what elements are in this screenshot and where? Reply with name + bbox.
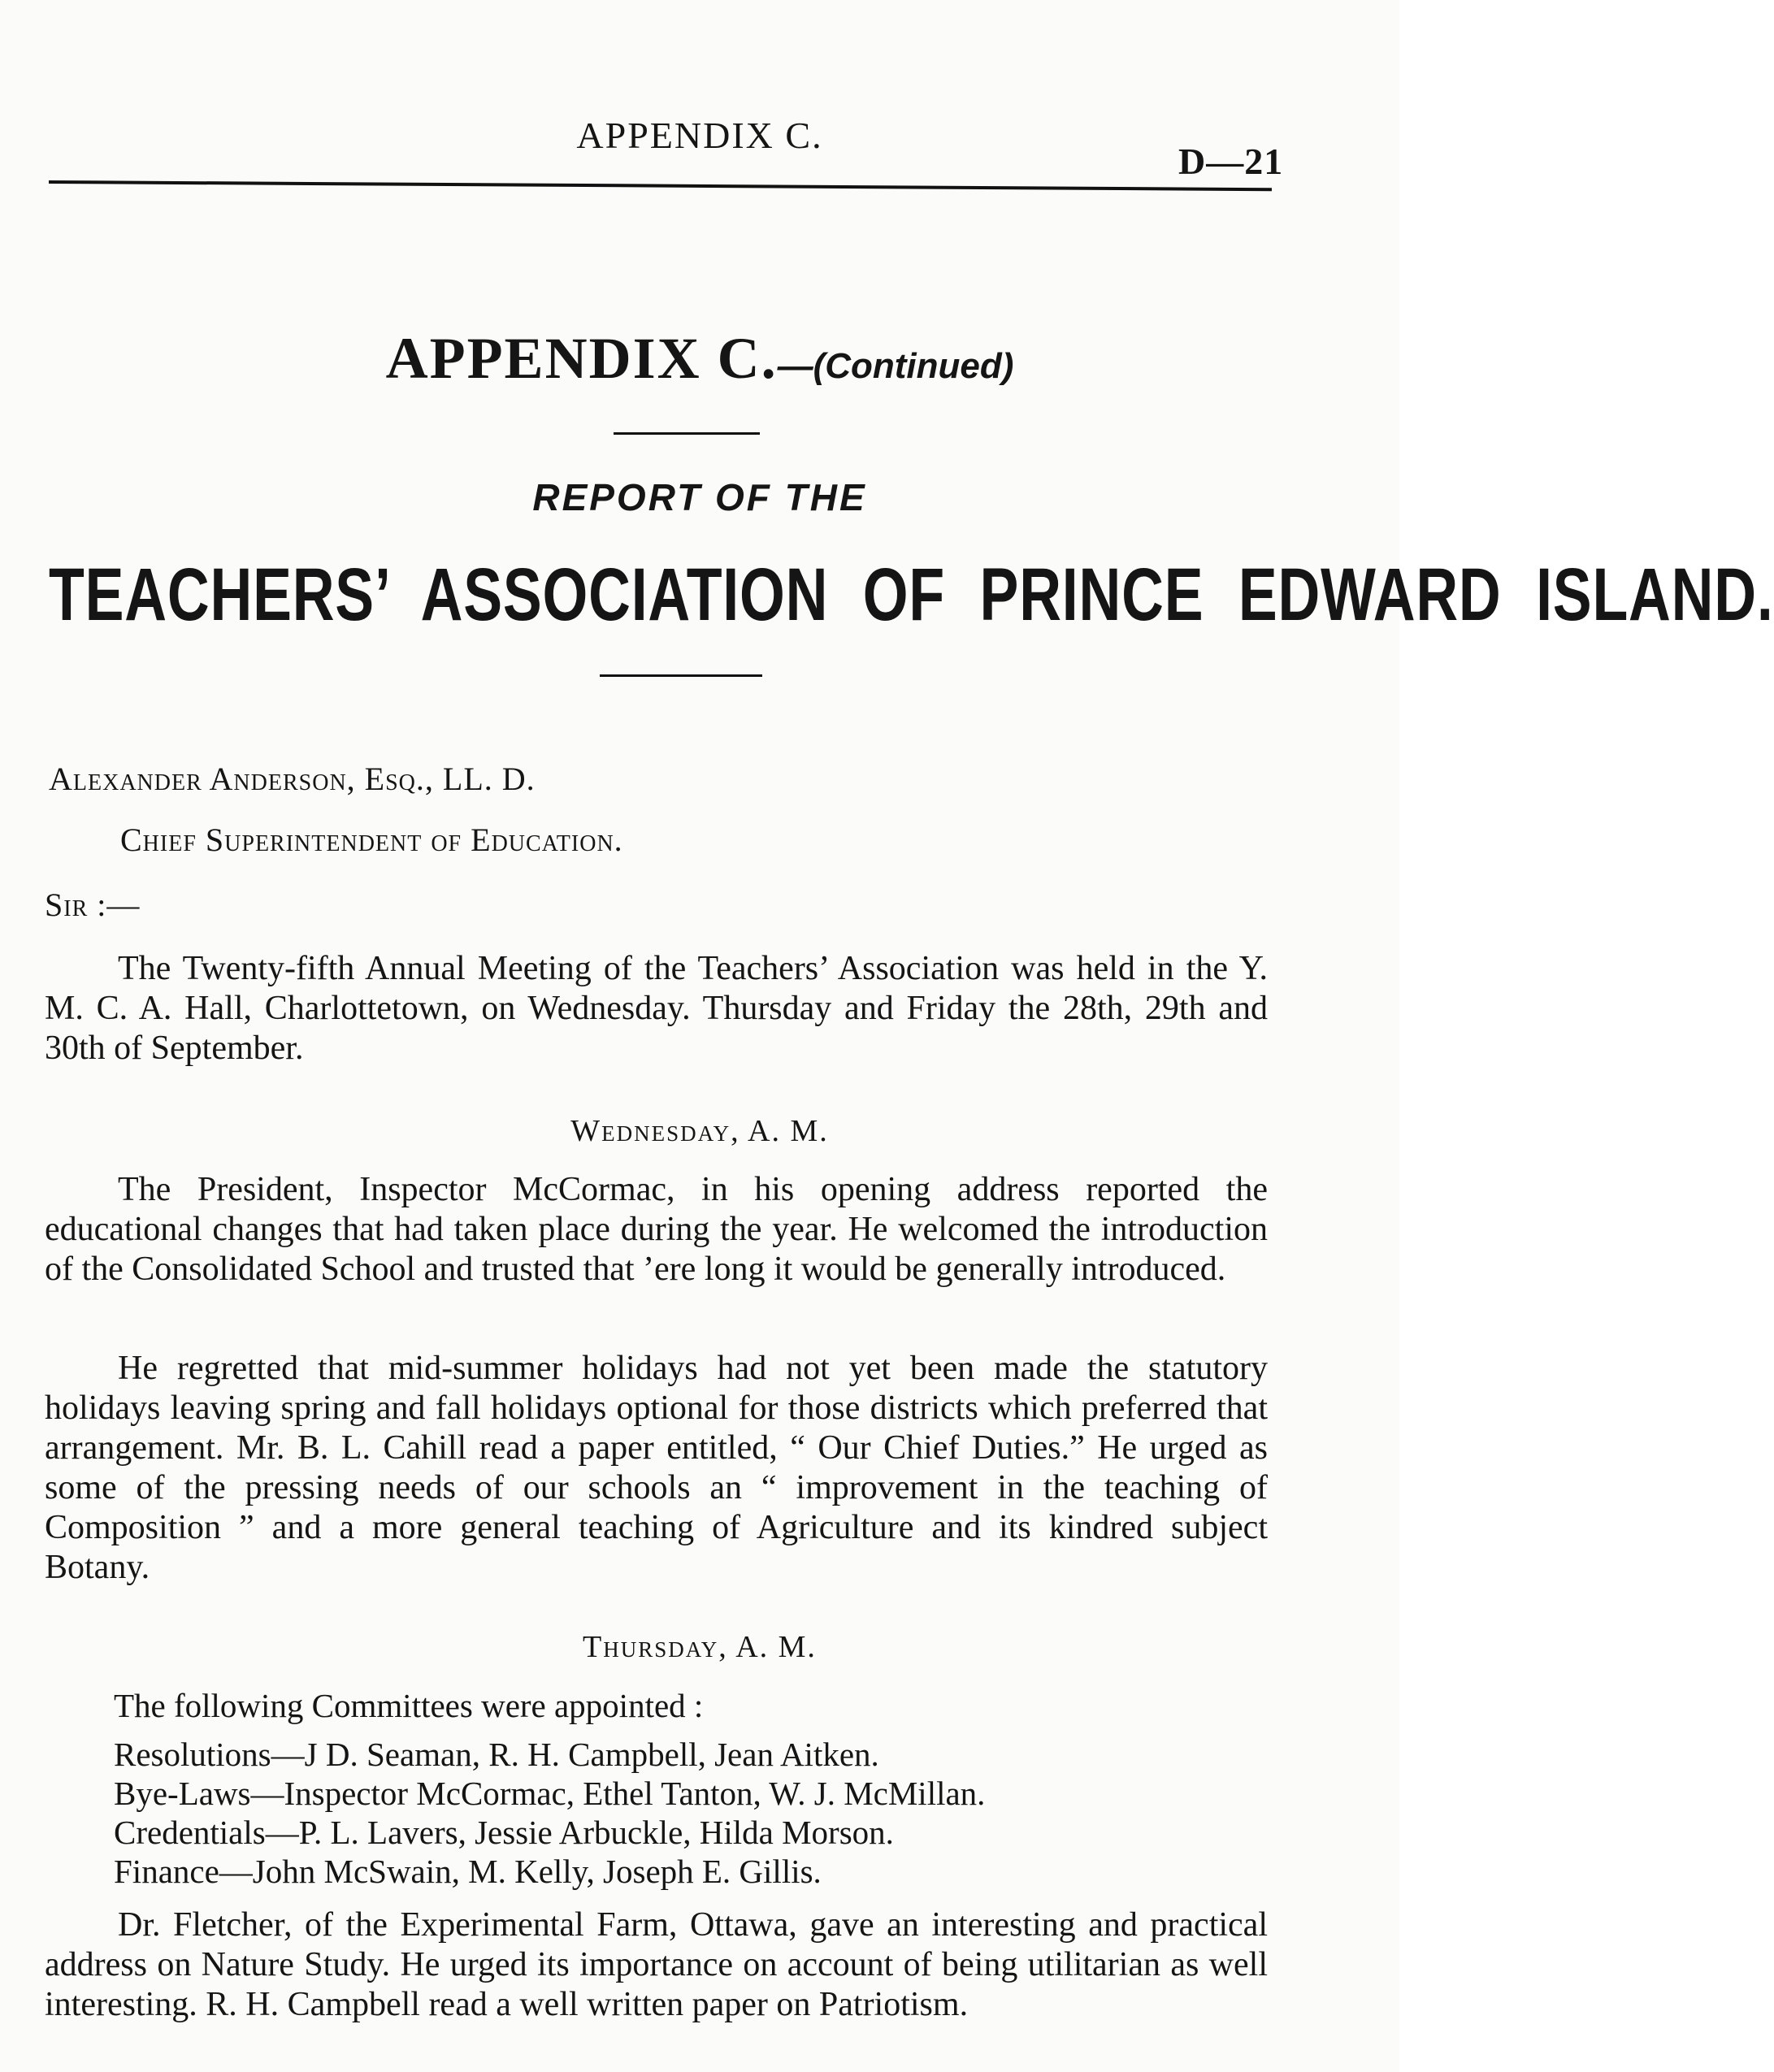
wednesday-paragraph-2-text: He regretted that mid-summer holidays had not yet been made the statutory holidays leaving spring and fall holidays optional for those districts which preferred that arrangement. Mr. B. L. Cahill read a paper entitled, “ Our Chief Duties.” He urged as some of the pressing needs of our schools an “ improvement in the teaching of Composition ” and a more general teaching of Agriculture and its kindred subject Botany. xyxy=(45,1350,1268,1586)
addressee-name: Alexander Anderson, Esq., LL. D. xyxy=(49,761,536,797)
committees-intro: The following Committees were appointed : xyxy=(114,1687,704,1724)
committee-item: Credentials—P. L. Lavers, Jessie Arbuckle, Hilda Morson. xyxy=(114,1814,894,1851)
page-number: D—21 xyxy=(1178,141,1284,182)
wednesday-paragraph-1-text: The President, Inspector McCormac, in his opening address reported the educational changes that had taken place during the year. He welcomed the introduction of the Consolidated School and trusted that ’ere long it would be generally introduced. xyxy=(45,1171,1268,1288)
salutation: Sir :— xyxy=(45,886,141,923)
title-divider-rule xyxy=(614,432,760,435)
thursday-final-paragraph xyxy=(45,1905,1268,2025)
appendix-title xyxy=(0,325,1399,392)
wednesday-paragraph-2 xyxy=(45,1349,1268,1588)
wednesday-paragraph-1 xyxy=(45,1170,1268,1290)
addressee-office: Chief Superintendent of Education. xyxy=(120,821,623,858)
section-heading-thursday: Thursday, A. M. xyxy=(583,1630,817,1664)
committee-item: Resolutions—J D. Seaman, R. H. Campbell, Jean Aitken. xyxy=(114,1736,879,1773)
thursday-final-paragraph-text: Dr. Fletcher, of the Experimental Farm, Ottawa, gave an interesting and practical address on Nature Study. He urged its importance on account of being utilitarian as well interesting. R. H. Campbell read a well written paper on Patriotism. xyxy=(45,1906,1268,2023)
committee-item: Finance—John McSwain, M. Kelly, Joseph E. Gillis. xyxy=(114,1853,822,1890)
association-title: TEACHERS’ ASSOCIATION OF PRINCE EDWARD ISLAND. xyxy=(49,553,1774,636)
intro-paragraph-text: The Twenty-fifth Annual Meeting of the Teachers’ Association was held in the Y. M. C. A. Hall, Charlottetown, on Wednesday. Thursday and Friday the 28th, 29th and 30th of September. xyxy=(45,950,1268,1067)
intro-paragraph xyxy=(45,949,1268,1069)
appendix-title-main: APPENDIX C. xyxy=(385,326,778,391)
appendix-title-continued: —(Continued) xyxy=(777,346,1014,386)
committee-item: Bye-Laws—Inspector McCormac, Ethel Tanton, W. J. McMillan. xyxy=(114,1775,986,1812)
running-header-title: APPENDIX C. xyxy=(576,115,823,156)
report-of-heading: REPORT OF THE xyxy=(532,476,867,518)
header-rule xyxy=(49,180,1272,191)
section-heading-wednesday: Wednesday, A. M. xyxy=(570,1114,829,1148)
association-divider-rule xyxy=(600,674,762,677)
